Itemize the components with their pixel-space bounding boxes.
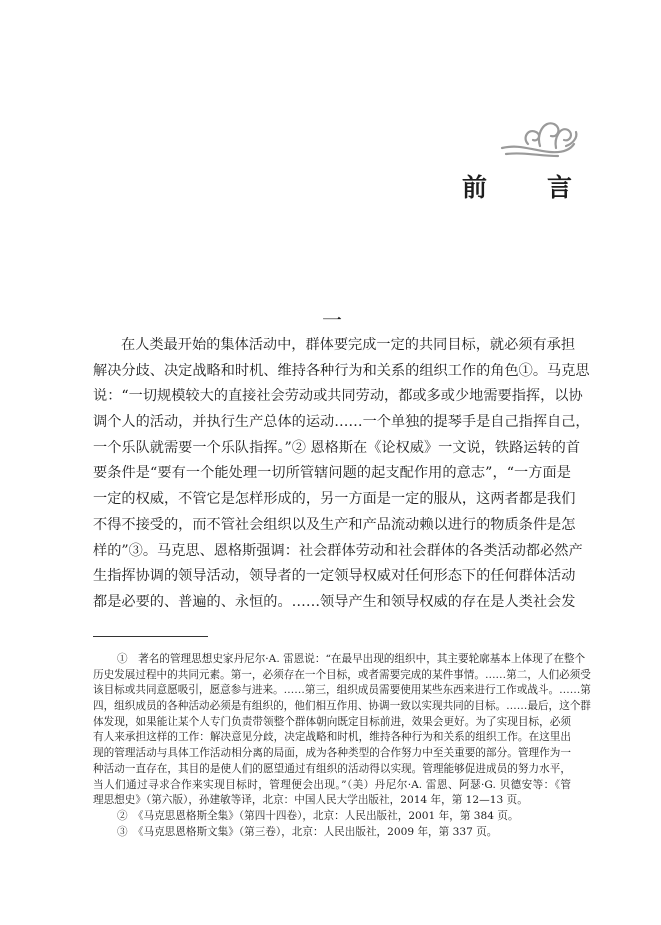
body-line: 不得不接受的，而不管社会组织以及生产和产品流动赖以进行的物质条件是怎	[93, 516, 576, 533]
body-line: 都是必要的、普遍的、永恒的。……领导产生和领导权威的存在是人类社会发	[93, 593, 576, 610]
body-line: 一个乐队就需要一个乐队指挥。”② 恩格斯在《论权威》一文说，铁路运转的首	[93, 439, 581, 456]
body-line: 解决分歧、决定战略和时机、维持各种行为和关系的组织工作的角色①。马克思	[93, 362, 590, 379]
body-line: 说：“一切规模较大的直接社会劳动或共同劳动，都或多或少地需要指挥，以协	[93, 388, 583, 405]
title-char: 前	[462, 173, 488, 202]
section-number: 一	[322, 308, 342, 332]
footnote-2: ② 《马克思恩格斯全集》（第四十四卷），北京：人民出版社，2001 年，第 384 页。	[117, 809, 519, 822]
auspicious-cloud-icon	[500, 110, 580, 160]
footnote-1-line: 该目标或共同意愿吸引，愿意参与进来。……第三，组织成员需要使用某些东西来进行工作或战斗。……第	[93, 684, 591, 697]
footnotes	[93, 652, 591, 840]
page-title	[462, 168, 572, 204]
footnote-divider	[93, 636, 208, 637]
body-line: 在人类最开始的集体活动中，群体要完成一定的共同目标，就必须有承担	[121, 337, 576, 353]
footnote-1-line: 历史发展过程中的共同元素。第一，必须存在一个目标，或者需要完成的某件事情。……第二，人们必须受	[93, 668, 591, 681]
body-line: 样的”③。马克思、恩格斯强调：社会群体劳动和社会群体的各类活动都必然产	[93, 542, 583, 559]
body-paragraph	[93, 333, 590, 616]
footnote-1-line: 种活动一直存在，其目的是使人们的愿望通过有组织的活动得以实现。管理能够促进成员的努力水平，	[93, 762, 571, 775]
footnote-1-line: 理思想史》（第六版），孙建敏等译，北京：中国人民大学出版社，2014 年，第 12—13 页。	[93, 794, 528, 807]
footnote-1-line: 四，组织成员的各种活动必须是有组织的，他们相互作用、协调一致以实现共同的目标。……最后，这个群	[93, 700, 591, 713]
body-line: 生指挥协调的领导活动，领导者的一定领导权威对任何形态下的任何群体活动	[93, 568, 576, 585]
footnote-1-line: 当人们通过寻求合作来实现目标时，管理便会出现。”（美）丹尼尔·A. 雷恩、阿瑟·G. 贝德安等：《管	[93, 778, 571, 791]
title-char: 言	[546, 173, 572, 202]
footnote-1-line: 现的管理活动与具体工作活动相分离的局面，成为各种类型的合作努力中至关重要的部分。管理作为一	[93, 747, 571, 760]
footnote-1-line: ① 著名的管理思想史家丹尼尔·A. 雷恩说：“在最早出现的组织中，其主要轮廓基本上体现了在整个	[117, 653, 586, 665]
footnote-3: ③ 《马克思恩格斯文集》（第三卷），北京：人民出版社，2009 年，第 337 页。	[117, 825, 498, 838]
footnote-1-line: 有人来承担这样的工作：解决意见分歧，决定战略和时机，维持各种行为和关系的组织工作。在这里出	[93, 731, 571, 744]
body-line: 一定的权威，不管它是怎样形成的，另一方面是一定的服从，这两者都是我们	[93, 491, 576, 508]
body-line: 要条件是“要有一个能处理一切所管辖问题的起支配作用的意志”，“一方面是	[93, 465, 571, 482]
footnote-1-line: 体发现，如果能让某个人专门负责带领整个群体朝向既定目标前进，效果会更好。为了实现目标，必须	[93, 715, 571, 728]
body-line: 调个人的活动，并执行生产总体的运动……一个单独的提琴手是自己指挥自己，	[93, 414, 590, 431]
